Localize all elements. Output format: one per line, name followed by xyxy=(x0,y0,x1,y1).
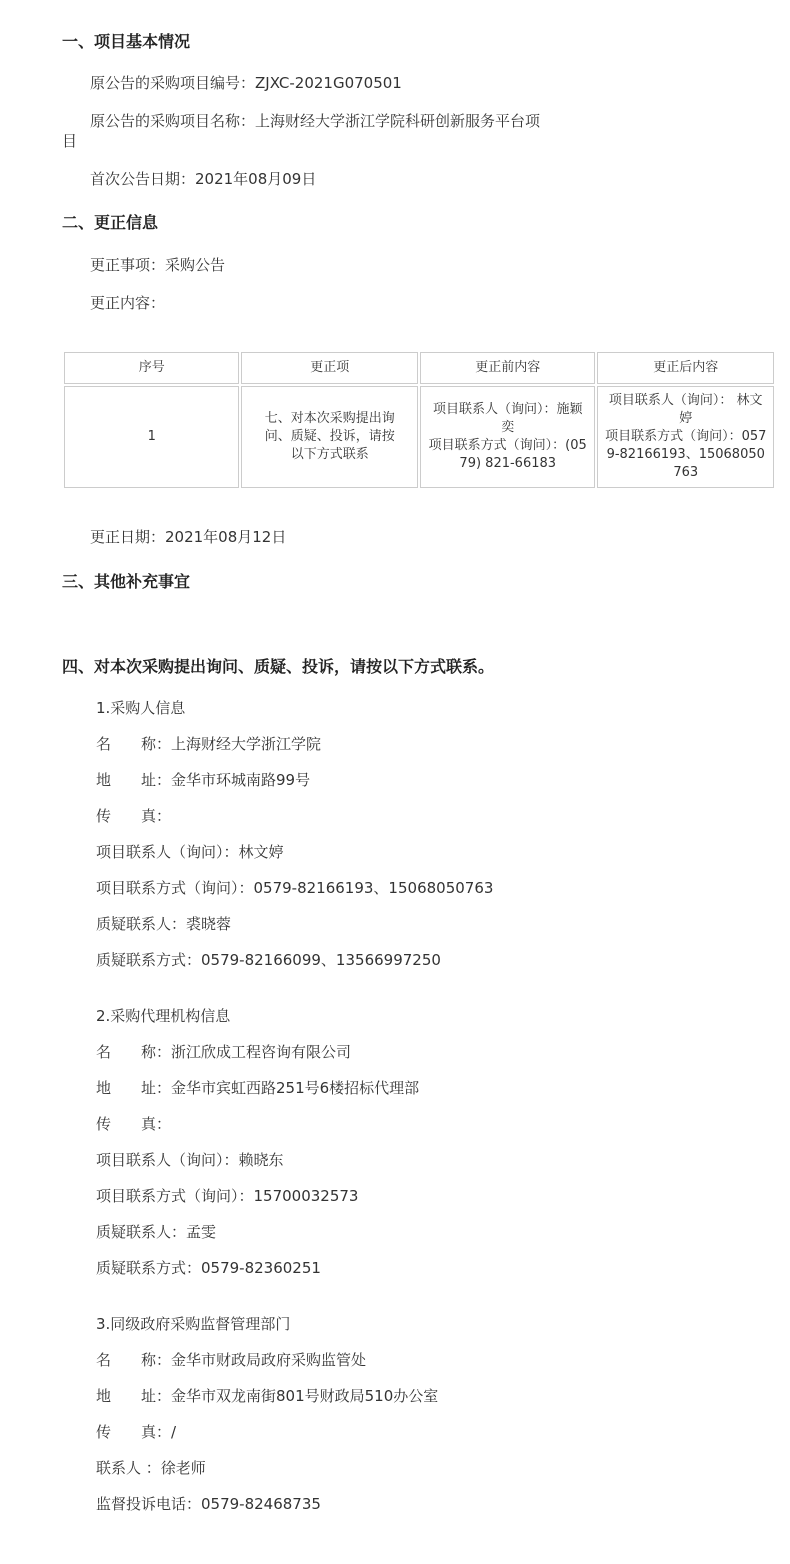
supervisor-fax: 传 真：/ xyxy=(96,1423,177,1441)
supervisor-phone: 监督投诉电话：0579-82468735 xyxy=(96,1495,321,1513)
correction-date: 更正日期：2021年08月12日 xyxy=(90,528,287,546)
purchaser-name: 名 称：上海财经大学浙江学院 xyxy=(96,735,322,753)
purchaser-title: 1.采购人信息 xyxy=(96,699,186,717)
supervisor-title: 3.同级政府采购监督管理部门 xyxy=(96,1315,291,1333)
table-header-row xyxy=(64,352,774,384)
purchaser-fax: 传 真： xyxy=(96,807,172,825)
header-after: 更正后内容 xyxy=(597,352,774,384)
correction-table xyxy=(62,350,776,490)
purchaser-query-phone: 质疑联系方式：0579-82166099、13566997250 xyxy=(96,951,441,969)
project-name-wrap: 目 xyxy=(62,132,78,150)
agency-title: 2.采购代理机构信息 xyxy=(96,1007,231,1025)
supervisor-address: 地 址：金华市双龙南街801号财政局510办公室 xyxy=(96,1387,439,1405)
agency-name: 名 称：浙江欣成工程咨询有限公司 xyxy=(96,1043,352,1061)
cell-no: 1 xyxy=(64,386,239,488)
project-number: 原公告的采购项目编号：ZJXC-2021G070501 xyxy=(90,74,402,92)
first-announce-date: 首次公告日期：2021年08月09日 xyxy=(90,170,317,188)
purchaser-contact: 项目联系人（询问）：林文婷 xyxy=(96,843,284,861)
section1-heading: 一、项目基本情况 xyxy=(62,32,191,51)
header-no: 序号 xyxy=(64,352,239,384)
table-row xyxy=(64,386,774,488)
purchaser-query-contact: 质疑联系人：裘晓蓉 xyxy=(96,915,232,933)
section4-heading: 四、对本次采购提出询问、质疑、投诉，请按以下方式联系。 xyxy=(62,657,495,676)
agency-query-contact: 质疑联系人：孟雯 xyxy=(96,1223,217,1241)
agency-phone: 项目联系方式（询问）：15700032573 xyxy=(96,1187,359,1205)
cell-after: 项目联系人（询问）： 林文婷 项目联系方式（询问）：0579-82166193、15068050763 xyxy=(597,386,774,488)
header-before: 更正前内容 xyxy=(420,352,595,384)
header-item: 更正项 xyxy=(241,352,418,384)
section3-heading: 三、其他补充事宜 xyxy=(62,572,191,591)
project-name: 原公告的采购项目名称：上海财经大学浙江学院科研创新服务平台项 xyxy=(90,112,541,130)
purchaser-phone: 项目联系方式（询问）：0579-82166193、15068050763 xyxy=(96,879,494,897)
agency-contact: 项目联系人（询问）：赖晓东 xyxy=(96,1151,284,1169)
cell-before: 项目联系人（询问）：施颖奕 项目联系方式（询问）：(0579) 821-66183 xyxy=(420,386,595,488)
correction-item: 更正事项：采购公告 xyxy=(90,256,226,274)
purchaser-address: 地 址：金华市环城南路99号 xyxy=(96,771,311,789)
agency-query-phone: 质疑联系方式：0579-82360251 xyxy=(96,1259,321,1277)
supervisor-name: 名 称：金华市财政局政府采购监管处 xyxy=(96,1351,367,1369)
agency-address: 地 址：金华市宾虹西路251号6楼招标代理部 xyxy=(96,1079,420,1097)
cell-item: 七、对本次采购提出询问、质疑、投诉，请按以下方式联系 xyxy=(241,386,418,488)
agency-fax: 传 真： xyxy=(96,1115,172,1133)
correction-content-label: 更正内容： xyxy=(90,294,166,312)
section2-heading: 二、更正信息 xyxy=(62,213,159,232)
supervisor-contact: 联系人 ：徐老师 xyxy=(96,1459,206,1477)
